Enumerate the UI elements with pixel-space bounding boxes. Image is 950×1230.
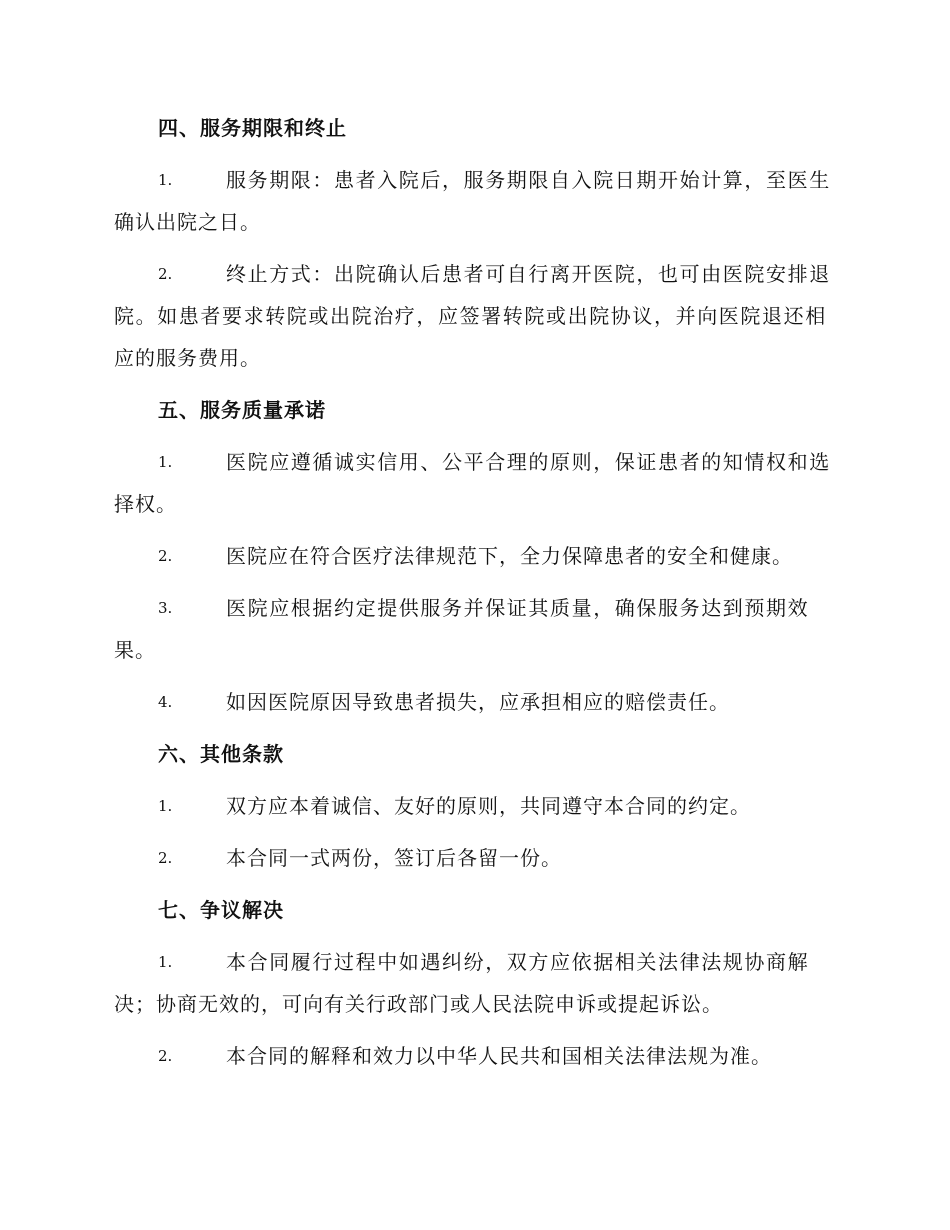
section-heading: 四、服务期限和终止 <box>158 116 347 140</box>
item-number: 2. <box>158 1047 173 1065</box>
item-text: 医院应在符合医疗法律规范下，全力保障患者的安全和健康。 <box>226 544 793 568</box>
item-number: 4. <box>158 693 173 711</box>
item-number: 2. <box>158 547 173 565</box>
item-number: 2. <box>158 849 173 867</box>
item-continuation: 决；协商无效的，可向有关行政部门或人民法院申诉或提起诉讼。 <box>114 992 723 1016</box>
item-continuation: 果。 <box>114 638 156 662</box>
item-text: 终止方式：出院确认后患者可自行离开医院，也可由医院安排退 <box>226 262 831 286</box>
item-continuation: 院。如患者要求转院或出院治疗，应签署转院或出院协议，并向医院退还相 <box>114 304 827 328</box>
item-continuation: 应的服务费用。 <box>114 346 261 370</box>
item-number: 2. <box>158 265 173 283</box>
item-number: 3. <box>158 599 173 617</box>
section-heading: 五、服务质量承诺 <box>158 398 326 422</box>
section-heading: 七、争议解决 <box>158 898 284 922</box>
section-heading: 六、其他条款 <box>158 742 284 766</box>
item-continuation: 确认出院之日。 <box>114 210 261 234</box>
item-text: 本合同的解释和效力以中华人民共和国相关法律法规为准。 <box>226 1044 772 1068</box>
item-text: 医院应根据约定提供服务并保证其质量，确保服务达到预期效 <box>226 596 810 620</box>
item-text: 如因医院原因导致患者损失，应承担相应的赔偿责任。 <box>226 690 730 714</box>
item-text: 医院应遵循诚实信用、公平合理的原则，保证患者的知情权和选 <box>226 450 831 474</box>
item-number: 1. <box>158 171 173 189</box>
item-continuation: 择权。 <box>114 492 177 516</box>
item-text: 本合同履行过程中如遇纠纷，双方应依据相关法律法规协商解 <box>226 950 810 974</box>
item-number: 1. <box>158 797 173 815</box>
item-number: 1. <box>158 953 173 971</box>
item-text: 双方应本着诚信、友好的原则，共同遵守本合同的约定。 <box>226 794 751 818</box>
item-text: 服务期限：患者入院后，服务期限自入院日期开始计算，至医生 <box>226 168 831 192</box>
item-text: 本合同一式两份，签订后各留一份。 <box>226 846 562 870</box>
item-number: 1. <box>158 453 173 471</box>
